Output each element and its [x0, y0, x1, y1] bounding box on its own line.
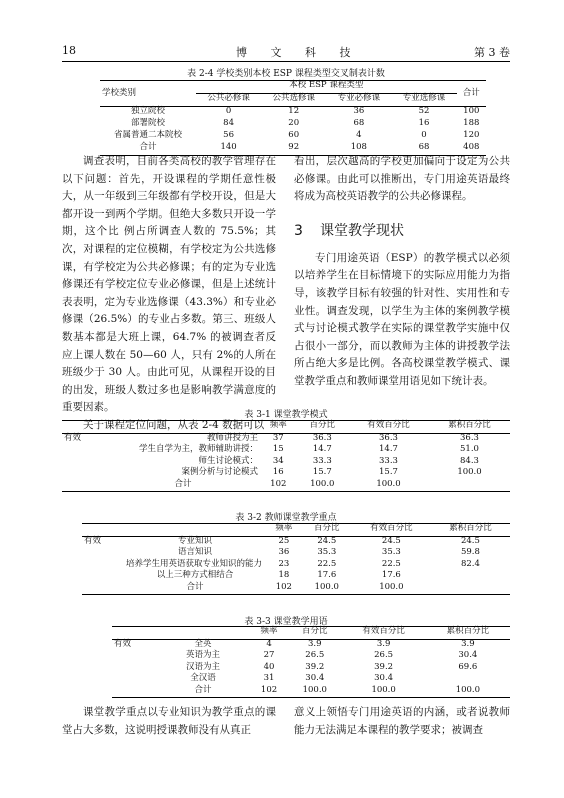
- table-row: 部署院校 84 20 68 16 188: [130, 118, 480, 128]
- table-2-4-caption: 表 2-4 学校类别本校 ESP 课程类型交叉制表计数: [187, 69, 385, 79]
- volume-label: 第 3 卷: [474, 46, 510, 59]
- running-title: 博 文 科 技: [236, 46, 361, 59]
- table-3-1-caption: 表 3-1 课堂教学模式: [244, 410, 328, 420]
- header-rule: [62, 61, 510, 62]
- body-paragraph: 课堂教学重点以专业知识为教学重点的课堂占大多数，这说明授课教师没有从真正: [62, 706, 276, 736]
- right-column: [294, 153, 510, 391]
- body-paragraph: 调查表明，目前各类高校的教学管理存在以下问题：首先，开设课程的学期任意性极大，从一年级到三年级都有学校开设，但是大都开设一到两个学期。但绝大多数只开设一学期，这个比 例占所调查人数的 75.5%；其次，对课程的定位模糊，有学校定为公共选修课，有学校定为公共必修课；有的定为专业选修课还有学校定位专业必修课，但是上述统计表表明，定为专业选修课（43.3%）和专业必修课（26.5%）的专业占多数。第三、班级人数基本都是大班上课，64.7% 的被调查者反应上课人数在 50—60 人，只有 2%的人所在班级少于 30 人。由此可见，从课程开设的目的出发，班级人数过多也是影响教学满意度的重要因素。: [62, 155, 276, 414]
- valid-label: 有效: [114, 638, 132, 649]
- col-header: 频率: [266, 524, 302, 537]
- valid-label: 有效: [64, 432, 82, 443]
- group-header: 本校 ESP 课程类型: [196, 81, 457, 94]
- col-header: 有效百分比: [352, 524, 431, 537]
- table-2-4: [100, 80, 486, 156]
- col-header: 专业选修课: [402, 93, 446, 103]
- col-header: 百分比: [302, 524, 352, 537]
- table-row: 英语为主 27 26.5 26.5 30.4: [185, 650, 478, 660]
- section-title: 课堂教学现状: [320, 222, 405, 239]
- table-row: 独立院校 0 12 36 52 100: [100, 107, 486, 120]
- table-row: 合计 102 100.0 100.0: [62, 480, 510, 492]
- col-header: 公共必修课: [207, 93, 250, 103]
- col-header: 累积百分比: [426, 627, 510, 640]
- table-row: 全汉语 31 30.4 30.4: [190, 673, 394, 683]
- table-3-2-caption: 表 3-2 教师课堂教学重点: [235, 513, 337, 523]
- table-row: 培养学生用英语获取专业知识的能力 23 22.5 22.5 82.4: [126, 558, 480, 569]
- table-3-3-caption: 表 3-3 课堂教学用语: [244, 617, 328, 627]
- valid-label: 有效: [84, 535, 102, 546]
- body-paragraph: 看出，层次越高的学校更加偏向于设定为公共必修课。由此可以推断出，专门用途英语最终将成为高校英语教学的公共必修课程。: [294, 155, 510, 203]
- col-header: 累积百分比: [431, 524, 510, 537]
- section-number: 3: [294, 222, 303, 239]
- table-row: 有效 专业知识 25 24.5 24.5 24.5: [82, 536, 510, 548]
- col-header: 百分比: [288, 627, 341, 640]
- table-row: 合计 102 100.0 100.0: [82, 583, 510, 595]
- table-row: 省属普通二本院校 56 60 4 0 120: [113, 130, 480, 140]
- table-3-2: [82, 523, 510, 595]
- page-header: [62, 44, 510, 60]
- table-row: 语言知识 36 35.3 35.3 59.8: [177, 547, 480, 557]
- left-column: [62, 153, 276, 435]
- col-header: 频率: [260, 421, 297, 434]
- body-paragraph: 关于课程定位问题，从表 2-4 数据可以: [83, 418, 265, 431]
- table-row: 学生自学为主，教师辅助讲授： 15 14.7 14.7 51.0: [138, 444, 479, 454]
- table-row: 案例分析与讨论模式 16 15.7 15.7 100.0: [181, 467, 482, 477]
- total-header: 合计: [457, 81, 486, 107]
- row-header: 学校类别: [100, 81, 196, 107]
- table-row: 以上三种方式相结合 18 17.6 17.6: [156, 570, 401, 580]
- col-header: 有效百分比: [348, 421, 429, 434]
- col-header: 累积百分比: [429, 421, 510, 434]
- col-header: 百分比: [297, 421, 348, 434]
- table-3-1: [62, 420, 510, 492]
- col-header: 有效百分比: [342, 627, 426, 640]
- table-row: 合计 140 92 108 68 408: [100, 143, 486, 156]
- table-row: 汉语为主 40 39.2 39.2 69.6: [185, 661, 478, 672]
- page-number: 18: [62, 44, 76, 57]
- col-header: 公共选修课: [272, 93, 315, 103]
- section-heading: [294, 220, 510, 240]
- table-row: 合计 102 100.0 100.0 100.0: [112, 686, 510, 698]
- col-header: 专业必修课: [337, 93, 381, 103]
- body-paragraph: 意义上领悟专门用途英语的内涵，或者说教师能力无法满足本课程的教学要求；被调查: [294, 706, 510, 736]
- table-row: 有效 教师讲授为主 37 36.3 36.3 36.3: [62, 433, 510, 445]
- table-row: 有效 全英 4 3.9 3.9 3.9: [112, 639, 510, 651]
- table-row: 师生讨论模式： 34 33.3 33.3 84.3: [198, 455, 479, 466]
- table-3-3: [112, 626, 510, 698]
- col-header: 频率: [250, 627, 288, 640]
- body-paragraph: 专门用途英语（ESP）的教学模式以必须以培养学生在目标情境下的实际应用能力为指导，该教学目标有较强的针对性、实用性和专业性。调查发现，以学生为主体的案例教学模式与讨论模式教学在实际的课堂教学实施中仅占很小一部分，而以教师为主体的讲授教学法所占绝大多是比例。各高校课堂教学模式、课堂教学重点和教师课堂用语见如下统计表。: [294, 251, 510, 387]
